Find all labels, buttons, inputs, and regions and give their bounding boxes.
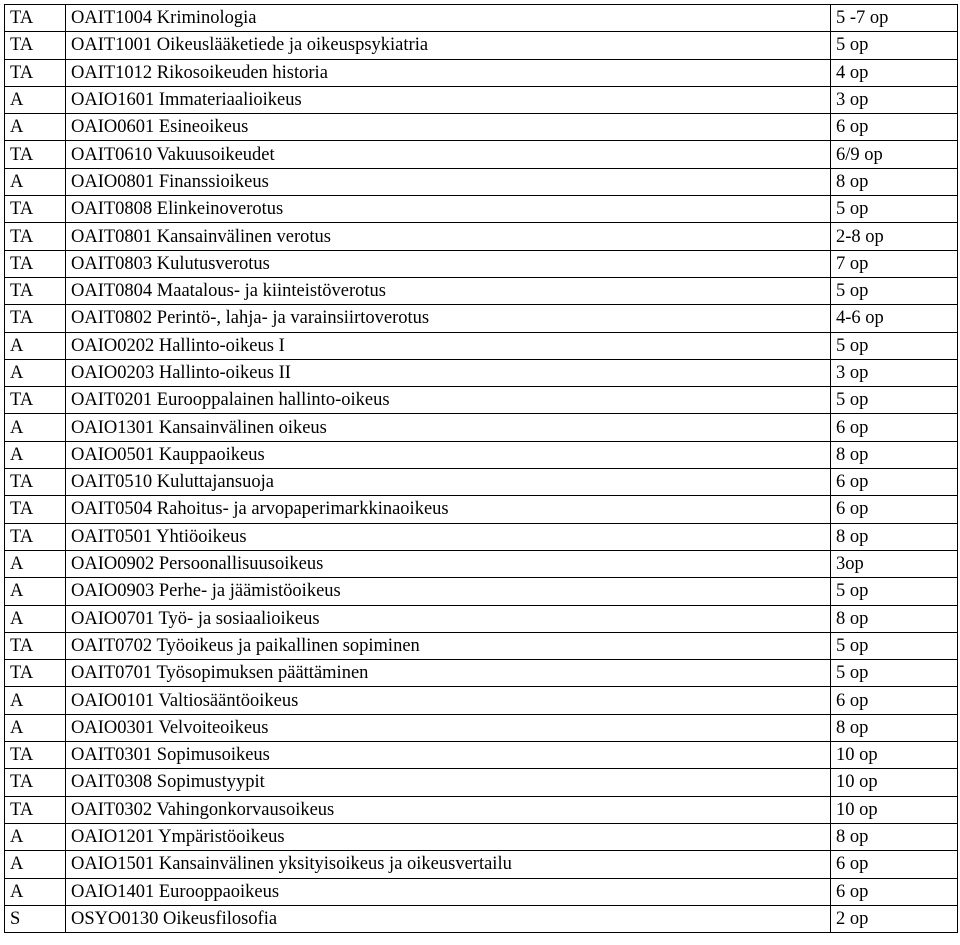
table-row	[5, 550, 958, 577]
course-credits-cell: 4-6 op	[831, 305, 958, 332]
course-name-cell: OAIO1501 Kansainvälinen yksityisoikeus ja oikeusvertailu	[66, 851, 831, 878]
course-name-cell: OAIO0902 Persoonallisuusoikeus	[66, 550, 831, 577]
table-row	[5, 905, 958, 932]
course-type-cell: TA	[5, 660, 66, 687]
table-row	[5, 277, 958, 304]
course-credits-cell: 3 op	[831, 359, 958, 386]
course-credits-cell: 5 op	[831, 277, 958, 304]
table-row	[5, 250, 958, 277]
course-credits-cell: 6 op	[831, 114, 958, 141]
course-type-cell: TA	[5, 632, 66, 659]
table-row	[5, 196, 958, 223]
course-type-cell: A	[5, 86, 66, 113]
course-name-cell: OAIT0302 Vahingonkorvausoikeus	[66, 796, 831, 823]
course-type-cell: TA	[5, 496, 66, 523]
course-type-cell: TA	[5, 32, 66, 59]
table-row	[5, 687, 958, 714]
table-row	[5, 414, 958, 441]
course-name-cell: OAIT0501 Yhtiöoikeus	[66, 523, 831, 550]
course-credits-cell: 8 op	[831, 605, 958, 632]
table-row	[5, 305, 958, 332]
course-type-cell: A	[5, 687, 66, 714]
course-name-cell: OAIO0202 Hallinto-oikeus I	[66, 332, 831, 359]
course-type-cell: A	[5, 114, 66, 141]
course-credits-cell: 5 -7 op	[831, 5, 958, 32]
course-credits-cell: 3op	[831, 550, 958, 577]
course-type-cell: A	[5, 414, 66, 441]
course-type-cell: A	[5, 168, 66, 195]
course-credits-cell: 5 op	[831, 387, 958, 414]
course-credits-cell: 5 op	[831, 578, 958, 605]
table-row	[5, 223, 958, 250]
table-row	[5, 605, 958, 632]
course-credits-cell: 6 op	[831, 496, 958, 523]
course-credits-cell: 5 op	[831, 632, 958, 659]
course-type-cell: TA	[5, 223, 66, 250]
course-credits-cell: 7 op	[831, 250, 958, 277]
course-table	[4, 4, 958, 933]
course-credits-cell: 10 op	[831, 769, 958, 796]
course-type-cell: TA	[5, 250, 66, 277]
course-name-cell: OAIO0301 Velvoiteoikeus	[66, 714, 831, 741]
course-type-cell: A	[5, 332, 66, 359]
course-name-cell: OAIT0702 Työoikeus ja paikallinen sopiminen	[66, 632, 831, 659]
table-row	[5, 851, 958, 878]
table-row	[5, 114, 958, 141]
table-row	[5, 469, 958, 496]
course-type-cell: A	[5, 550, 66, 577]
course-type-cell: A	[5, 441, 66, 468]
table-row	[5, 660, 958, 687]
course-credits-cell: 2-8 op	[831, 223, 958, 250]
table-row	[5, 32, 958, 59]
course-credits-cell: 3 op	[831, 86, 958, 113]
table-row	[5, 59, 958, 86]
course-name-cell: OAIT0804 Maatalous- ja kiinteistöverotus	[66, 277, 831, 304]
course-credits-cell: 5 op	[831, 196, 958, 223]
table-row	[5, 823, 958, 850]
course-credits-cell: 6 op	[831, 878, 958, 905]
table-row	[5, 332, 958, 359]
course-name-cell: OAIO0601 Esineoikeus	[66, 114, 831, 141]
course-type-cell: A	[5, 714, 66, 741]
table-row	[5, 441, 958, 468]
table-row	[5, 5, 958, 32]
table-row	[5, 714, 958, 741]
course-name-cell: OAIT1004 Kriminologia	[66, 5, 831, 32]
course-credits-cell: 2 op	[831, 905, 958, 932]
course-credits-cell: 8 op	[831, 714, 958, 741]
course-name-cell: OSYO0130 Oikeusfilosofia	[66, 905, 831, 932]
table-row	[5, 168, 958, 195]
course-name-cell: OAIT0803 Kulutusverotus	[66, 250, 831, 277]
course-type-cell: TA	[5, 305, 66, 332]
course-name-cell: OAIT1012 Rikosoikeuden historia	[66, 59, 831, 86]
course-name-cell: OAIO1301 Kansainvälinen oikeus	[66, 414, 831, 441]
course-type-cell: TA	[5, 5, 66, 32]
course-type-cell: A	[5, 578, 66, 605]
course-type-cell: TA	[5, 742, 66, 769]
course-credits-cell: 8 op	[831, 523, 958, 550]
course-credits-cell: 8 op	[831, 168, 958, 195]
course-type-cell: TA	[5, 196, 66, 223]
course-type-cell: TA	[5, 769, 66, 796]
course-name-cell: OAIT0301 Sopimusoikeus	[66, 742, 831, 769]
course-credits-cell: 10 op	[831, 742, 958, 769]
course-type-cell: TA	[5, 469, 66, 496]
course-name-cell: OAIT0308 Sopimustyypit	[66, 769, 831, 796]
course-credits-cell: 8 op	[831, 823, 958, 850]
course-name-cell: OAIO0903 Perhe- ja jäämistöoikeus	[66, 578, 831, 605]
table-row	[5, 359, 958, 386]
course-name-cell: OAIT1001 Oikeuslääketiede ja oikeuspsykiatria	[66, 32, 831, 59]
course-type-cell: A	[5, 878, 66, 905]
course-name-cell: OAIT0808 Elinkeinoverotus	[66, 196, 831, 223]
course-name-cell: OAIO1201 Ympäristöoikeus	[66, 823, 831, 850]
table-row	[5, 523, 958, 550]
table-row	[5, 878, 958, 905]
course-type-cell: A	[5, 851, 66, 878]
course-name-cell: OAIT0504 Rahoitus- ja arvopaperimarkkinaoikeus	[66, 496, 831, 523]
table-row	[5, 796, 958, 823]
course-name-cell: OAIO0203 Hallinto-oikeus II	[66, 359, 831, 386]
course-type-cell: A	[5, 359, 66, 386]
course-type-cell: TA	[5, 796, 66, 823]
course-name-cell: OAIO0801 Finanssioikeus	[66, 168, 831, 195]
course-type-cell: TA	[5, 141, 66, 168]
course-name-cell: OAIT0802 Perintö-, lahja- ja varainsiirtoverotus	[66, 305, 831, 332]
course-name-cell: OAIT0510 Kuluttajansuoja	[66, 469, 831, 496]
course-type-cell: A	[5, 823, 66, 850]
course-type-cell: TA	[5, 59, 66, 86]
course-type-cell: S	[5, 905, 66, 932]
table-row	[5, 86, 958, 113]
table-row	[5, 387, 958, 414]
course-credits-cell: 6 op	[831, 687, 958, 714]
course-name-cell: OAIT0701 Työsopimuksen päättäminen	[66, 660, 831, 687]
table-row	[5, 141, 958, 168]
course-name-cell: OAIO0501 Kauppaoikeus	[66, 441, 831, 468]
table-row	[5, 632, 958, 659]
course-table-body	[5, 5, 958, 933]
course-credits-cell: 8 op	[831, 441, 958, 468]
course-credits-cell: 4 op	[831, 59, 958, 86]
course-credits-cell: 5 op	[831, 32, 958, 59]
course-type-cell: TA	[5, 387, 66, 414]
course-name-cell: OAIO0101 Valtiosääntöoikeus	[66, 687, 831, 714]
course-name-cell: OAIT0610 Vakuusoikeudet	[66, 141, 831, 168]
course-name-cell: OAIO1401 Eurooppaoikeus	[66, 878, 831, 905]
course-credits-cell: 10 op	[831, 796, 958, 823]
course-name-cell: OAIO1601 Immateriaalioikeus	[66, 86, 831, 113]
course-credits-cell: 5 op	[831, 660, 958, 687]
course-credits-cell: 6 op	[831, 414, 958, 441]
table-row	[5, 496, 958, 523]
course-name-cell: OAIT0201 Eurooppalainen hallinto-oikeus	[66, 387, 831, 414]
table-row	[5, 578, 958, 605]
course-name-cell: OAIT0801 Kansainvälinen verotus	[66, 223, 831, 250]
course-credits-cell: 5 op	[831, 332, 958, 359]
course-credits-cell: 6/9 op	[831, 141, 958, 168]
course-name-cell: OAIO0701 Työ- ja sosiaalioikeus	[66, 605, 831, 632]
table-row	[5, 769, 958, 796]
course-credits-cell: 6 op	[831, 469, 958, 496]
course-type-cell: A	[5, 605, 66, 632]
course-credits-cell: 6 op	[831, 851, 958, 878]
course-type-cell: TA	[5, 523, 66, 550]
table-row	[5, 742, 958, 769]
course-type-cell: TA	[5, 277, 66, 304]
